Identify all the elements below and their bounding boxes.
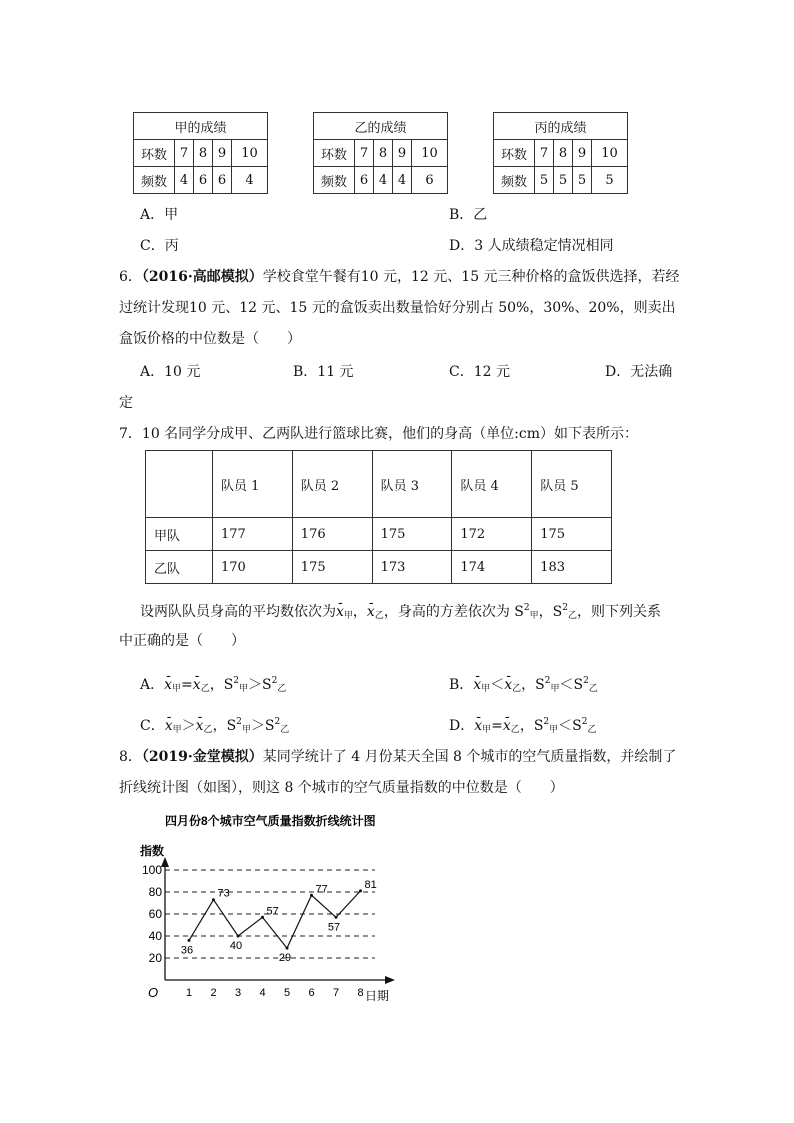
mean-symbol: - x (504, 675, 512, 695)
q6-line-3: 盒饭价格的中位数是（ ） (119, 331, 301, 347)
relation: = (491, 718, 503, 734)
variance-symbol: S (226, 718, 237, 734)
mean-symbol: - x (165, 716, 173, 736)
table-cell: 6 (355, 167, 374, 194)
punct: ， (212, 718, 227, 734)
data-label: 40 (229, 940, 243, 952)
superscript: 2 (562, 603, 568, 613)
mean-symbol: - x (193, 675, 201, 695)
table-header-cell (146, 451, 213, 518)
variance-symbol: S (223, 677, 234, 693)
mean-symbol: - x (336, 602, 344, 622)
subscript: 乙 (280, 725, 290, 735)
q8-line-2: 折线统计图（如图），则这 8 个城市的空气质量指数的中位数是（ ） (119, 780, 564, 796)
subscript: 乙 (567, 611, 577, 621)
data-label: 36 (180, 944, 194, 957)
stem-text: ，则下列关系 (576, 604, 661, 620)
y-tick-label: 100 (141, 863, 162, 877)
table-header-cell: 队员 1 (213, 451, 293, 518)
table-title: 甲的成绩 (134, 113, 268, 140)
subscript: 甲 (239, 684, 249, 694)
data-point (335, 916, 338, 919)
q5-option-c[interactable]: C．丙 (140, 238, 179, 254)
x-tick-label: 2 (210, 987, 217, 999)
table-cell: 10 (592, 140, 628, 167)
score-table-jia (133, 112, 268, 194)
table-cell: 6 (213, 167, 232, 194)
q6-line-2: 过统计发现10 元、12 元、15 元的盒饭卖出数量恰好分别占 50%，30%、20%，则卖出 (119, 300, 676, 316)
q7-option-c[interactable] (140, 712, 289, 740)
table-cell: 170 (213, 551, 293, 584)
mean-symbol: - x (196, 716, 204, 736)
data-point (286, 947, 289, 950)
subscript: 乙 (510, 725, 520, 735)
y-tick-label: 60 (148, 907, 162, 921)
superscript: 2 (274, 717, 281, 727)
table-cell: 7 (535, 140, 554, 167)
superscript: 2 (581, 717, 588, 727)
variance-symbol: S (552, 604, 563, 620)
table-row (146, 551, 612, 584)
mean-symbol: - x (503, 716, 511, 736)
q6-option-d[interactable]: D．无法确 (605, 364, 673, 380)
subscript: 甲 (481, 684, 491, 694)
table-cell: 174 (452, 551, 532, 584)
relation: ＜ (490, 677, 505, 693)
superscript: 2 (543, 717, 550, 727)
y-axis-label: 指数 (140, 844, 165, 858)
table-cell: 6 (412, 167, 448, 194)
table-cell: 183 (532, 551, 612, 584)
table-cell: 5 (573, 167, 592, 194)
table-title: 丙的成绩 (494, 113, 628, 140)
q6-option-c[interactable]: C．12 元 (449, 364, 510, 380)
subscript: 甲 (529, 611, 539, 621)
table-cell: 10 (412, 140, 448, 167)
data-point (212, 898, 215, 901)
superscript: 2 (583, 676, 589, 686)
q7-option-a[interactable] (140, 671, 286, 699)
x-tick-label: 3 (234, 987, 242, 999)
mean-symbol: - x (474, 716, 482, 736)
table-cell: 5 (535, 167, 554, 194)
height-table (145, 450, 612, 584)
table-cell: 8 (374, 140, 393, 167)
subscript: 甲 (172, 684, 182, 694)
line-chart (130, 805, 410, 1010)
superscript: 2 (271, 676, 278, 686)
data-point (359, 889, 362, 892)
subscript: 乙 (374, 611, 384, 621)
x-tick-label: 5 (283, 987, 291, 999)
q5-option-d[interactable]: D．3 人成绩稳定情况相同 (449, 238, 614, 254)
subscript: 乙 (588, 684, 598, 694)
punct: ， (521, 677, 536, 693)
table-header-cell: 队员 3 (372, 451, 452, 518)
data-label: 73 (217, 887, 230, 900)
relation: ＜ (559, 677, 574, 693)
table-row (146, 518, 612, 551)
x-tick-label: 4 (259, 987, 266, 999)
table-cell: 177 (213, 518, 293, 551)
variance-symbol: S (264, 718, 275, 734)
q8-source: （2019·金堂模拟） (141, 749, 263, 765)
variance-symbol: S (533, 718, 544, 734)
table-header-cell: 队员 5 (532, 451, 612, 518)
option-letter: A． (140, 677, 165, 693)
table-cell: 9 (573, 140, 592, 167)
q6-option-d-continued: 定 (119, 395, 133, 411)
row-label: 环数 (494, 140, 535, 167)
table-cell: 175 (292, 551, 372, 584)
stem-text: ，身高的方差依次为 S (383, 604, 524, 620)
q6-option-a[interactable]: A．10 元 (140, 364, 201, 380)
q6-line-1 (119, 267, 680, 287)
superscript: 2 (544, 676, 551, 686)
variance-symbol: S (572, 718, 582, 734)
table-cell: 6 (194, 167, 213, 194)
y-tick-label: 40 (148, 929, 162, 943)
variance-symbol: S (262, 677, 272, 693)
relation: ＞ (248, 677, 263, 693)
table-cell: 172 (452, 518, 532, 551)
q8-line-1 (119, 747, 676, 767)
q7-option-d[interactable] (449, 712, 597, 740)
table-cell: 9 (393, 140, 412, 167)
relation: = (181, 677, 193, 693)
x-tick-label: 7 (332, 987, 340, 999)
q6-text: 学校食堂午餐有10 元，12 元、15 元三种价格的盒饭供选择，若经 (262, 269, 680, 285)
x-tick-label: 6 (308, 987, 315, 999)
option-letter: D． (449, 718, 475, 734)
table-cell: 4 (175, 167, 194, 194)
data-label: 57 (327, 921, 341, 934)
superscript: 2 (233, 676, 240, 686)
table-cell: 7 (175, 140, 194, 167)
q6-source: （2016·高邮模拟） (141, 269, 263, 285)
punct: ， (352, 604, 367, 620)
table-cell: 175 (532, 518, 612, 551)
table-cell: 7 (355, 140, 374, 167)
q6-number: 6． (119, 269, 142, 285)
subscript: 乙 (587, 725, 597, 735)
x-tick-label: 8 (357, 987, 364, 999)
table-title: 乙的成绩 (314, 113, 448, 140)
q6-option-b[interactable]: B．11 元 (293, 364, 354, 380)
row-label: 环数 (134, 140, 175, 167)
chart-title: 四月份8个城市空气质量指数折线统计图 (165, 814, 376, 828)
table-cell: 176 (292, 518, 372, 551)
punct: ， (209, 677, 224, 693)
data-point (310, 894, 313, 897)
row-label: 频数 (494, 167, 535, 194)
score-table-bing (493, 112, 628, 194)
subscript: 甲 (549, 725, 559, 735)
y-axis-arrow (161, 857, 169, 867)
subscript: 甲 (241, 725, 251, 735)
stem-text: 设两队队员身高的平均数依次为 (140, 604, 336, 620)
x-axis-arrow (385, 976, 395, 984)
q8-number: 8． (119, 749, 142, 765)
data-label: 81 (364, 878, 377, 891)
q8-text: 某同学统计了 4 月份某天全国 8 个城市的空气质量指数，并绘制了 (262, 749, 677, 765)
subscript: 甲 (343, 611, 353, 621)
table-cell: 4 (232, 167, 268, 194)
subscript: 乙 (200, 684, 210, 694)
punct: ， (538, 604, 553, 620)
data-point (237, 935, 240, 938)
q5-option-a[interactable]: A．甲 (140, 207, 179, 223)
mean-symbol: - x (164, 675, 172, 695)
data-point (188, 939, 191, 942)
subscript: 甲 (550, 684, 560, 694)
q7-intro: 7．10 名同学分成甲、乙两队进行篮球比赛，他们的身高（单位:cm）如下表所示： (119, 426, 639, 442)
q7-stem-line-2: 中正确的是（ ） (119, 633, 245, 649)
superscript: 2 (236, 717, 242, 727)
table-cell: 4 (393, 167, 412, 194)
table-cell: 4 (374, 167, 393, 194)
table-cell: 10 (232, 140, 268, 167)
variance-symbol: S (535, 677, 545, 693)
subscript: 乙 (277, 684, 287, 694)
data-point (261, 916, 264, 919)
table-cell: 9 (213, 140, 232, 167)
table-cell: 8 (554, 140, 573, 167)
option-letter: B． (449, 677, 474, 693)
table-cell: 乙队 (146, 551, 213, 584)
mean-symbol: - x (473, 675, 481, 695)
x-tick-label: 1 (185, 987, 193, 999)
y-tick-label: 80 (148, 885, 162, 899)
table-cell: 175 (372, 518, 452, 551)
table-cell: 8 (194, 140, 213, 167)
relation: ＞ (250, 718, 265, 734)
q7-stem (140, 598, 661, 626)
subscript: 乙 (203, 725, 213, 735)
row-label: 频数 (134, 167, 175, 194)
row-label: 频数 (314, 167, 355, 194)
relation: ＜ (558, 718, 573, 734)
table-cell: 甲队 (146, 518, 213, 551)
row-label: 环数 (314, 140, 355, 167)
data-label: 57 (266, 905, 279, 918)
subscript: 甲 (482, 725, 492, 735)
score-table-yi (313, 112, 448, 194)
subscript: 乙 (512, 684, 522, 694)
q7-option-b[interactable] (449, 671, 598, 699)
subscript: 甲 (172, 725, 182, 735)
mean-symbol: - x (367, 602, 375, 622)
origin-label: O (148, 985, 159, 1000)
superscript: 2 (523, 603, 530, 613)
y-tick-label: 20 (148, 951, 162, 965)
punct: ， (519, 718, 534, 734)
data-label: 29 (278, 952, 292, 965)
q5-option-b[interactable]: B．乙 (449, 207, 488, 223)
table-header-cell: 队员 2 (292, 451, 372, 518)
variance-symbol: S (573, 677, 584, 693)
table-cell: 5 (592, 167, 628, 194)
data-label: 77 (315, 883, 328, 896)
option-letter: C． (140, 718, 165, 734)
relation: ＞ (181, 718, 196, 734)
table-cell: 5 (554, 167, 573, 194)
x-axis-label: 日期 (365, 989, 390, 1003)
table-header-cell: 队员 4 (452, 451, 532, 518)
table-cell: 173 (372, 551, 452, 584)
